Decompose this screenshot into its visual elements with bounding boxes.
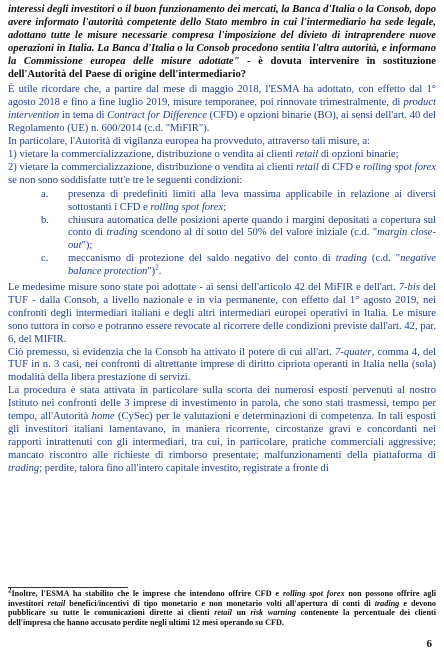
text-run: e devono pubblicare su tutte le comunicazioni dirette ai clienti [8, 598, 437, 618]
text-run: scendono al di sotto del 50% del valore iniziale (c.d. " [137, 227, 378, 239]
text-run-italic: product intervention [8, 97, 436, 122]
text-run-italic: home [91, 411, 115, 423]
text-run-italic: 7-bis [398, 282, 420, 294]
text-run-italic: rolling spot forex [363, 161, 436, 173]
text-run: di opzioni binarie; [318, 148, 399, 160]
paragraph-in-particular: In particolare, l'Autorità di vigilanza europea ha provveduto, attraverso tali misure, a: [8, 136, 370, 148]
quote-tail: - è dovuta intervenire in sostituzione dell'Autorità del Paese di origine dell'intermediario? [8, 55, 436, 80]
footnote-divider [8, 587, 128, 588]
list-item-binary-options [8, 149, 436, 162]
text-run: contenente la percentuale dei clienti dell'impresa che hanno accusato perdite negli ultimi 12 mesi operando su CFD. [8, 608, 436, 627]
text-run-italic: rolling spot forex [282, 589, 345, 598]
text-run: benefici/incentivi di tipo monetario e non monetario volti all'apertura di conti di [65, 598, 375, 608]
footnote-reference[interactable]: 2 [155, 263, 159, 272]
question-quote [8, 4, 436, 81]
text-run: 1) vietare la commercializzazione, distribuzione o vendita ai clienti [8, 148, 296, 160]
text-run: ; [223, 201, 227, 213]
text-run: Inoltre, l'ESMA ha stabilito che le imprese che intendono offrire CFD e [11, 589, 283, 598]
text-run: , comma 4, del TUF in n. 3 casi, nei confronti di altrettante imprese di diritto cipriota operanti in Italia nella (sola) modalità della libera prestazione di servizi. [8, 346, 437, 384]
text-run-italic: retail [214, 608, 232, 618]
text-run: chiusura automatica delle posizioni aperte quando i margini depositati a copertura sul conto di [68, 214, 436, 239]
text-run: (c.d. " [366, 253, 401, 265]
text-run-italic: trading [335, 253, 367, 265]
page-number: 6 [426, 638, 432, 650]
footnote-number: 2 [8, 586, 12, 595]
footnote [8, 586, 437, 627]
text-run-italic: trading [374, 598, 400, 608]
text-run-italic: rolling spot forex [150, 201, 224, 213]
text-run: La procedura è stata attivata in particolare sulla scorta dei numerosi esposti pervenuti al nostro Istituto nei confronti delle 3 imprese di investimento in parola, che sono stati trasmessi, tempo per tempo, all'Autorità [8, 385, 436, 423]
text-run: del TUF - dalla Consob, a livello nazionale e in via permanente, con effetto dal 1° agosto 2019, nei confronti degli intermediari italiani e degli altri intermediari europei operativi in Italia. Le misure sono tuttora in corso e potranno essere revocate al ricorrere delle condizioni previste dall'art. 42, par. 6, del MIFIR. [8, 282, 436, 345]
text-run: in tema di [59, 110, 108, 122]
answer-block [8, 84, 436, 475]
paragraph-esma-measures [8, 84, 436, 136]
text-run: ; perdite, talora fino all'intero capitale investito, registrate a fronte di [39, 462, 329, 474]
conditions-list [8, 189, 436, 279]
text-run: Ciò premesso, si evidenzia che la Consob ha attivato il potere di cui all'art. [8, 346, 336, 358]
text-run-italic: retail [47, 598, 66, 608]
text-run-italic: risk warning [250, 608, 296, 618]
text-run-italic: margin close-out [68, 227, 436, 252]
paragraph-consob-power [8, 347, 436, 386]
text-run: se non sono soddisfatte tutt'e tre le seguenti condizioni: [8, 174, 243, 186]
text-run: ") [147, 266, 156, 278]
text-run: presenza di predefiniti limiti alla leva massima applicabile in relazione ai diversi sottostanti i CFD e [68, 188, 436, 213]
text-run: . [158, 266, 162, 278]
text-run: meccanismo di protezione del saldo negativo del conto di [68, 253, 336, 265]
text-run: (CFD) e opzioni binarie (BO), ai sensi dell'art. 40 del Regolamento (UE) n. 600/2014 (c.d. "MiFIR"). [8, 110, 436, 135]
list-marker: b. [41, 214, 49, 226]
text-run: non possono offrire agli investitori [8, 589, 436, 608]
text-run-italic: retail [296, 161, 319, 173]
list-marker: c. [41, 253, 49, 265]
document-body [8, 4, 436, 476]
paragraph-consob-measures [8, 282, 436, 347]
list-marker: a. [41, 188, 49, 200]
text-run: "); [81, 240, 93, 252]
text-run-italic: trading [8, 462, 40, 474]
condition-item-a [41, 188, 436, 215]
list-item-cfd [8, 162, 436, 188]
text-run-italic: negative balance protection [68, 253, 436, 278]
text-run: 2) vietare la commercializzazione, distribuzione o vendita ai clienti [8, 161, 297, 173]
text-run: di CFD e [318, 161, 364, 173]
quote-text: interessi degli investitori o il buon funzionamento dei mercati, la Banca d'Italia o la Consob, dopo avere informato l'autorità competente dello Stato membro in cui l'intermediario ha sede legale, adottano tutte le misure necessarie compresa l'imposizione del divieto di intraprendere nuove operazioni in Italia. La Banca d'Italia o la Consob procedono sentita l'altra autorità, e informano la Commissione europea delle misure adottate" [8, 4, 436, 67]
text-run-italic: retail [295, 148, 319, 160]
text-run: È utile ricordare che, a partire dal mese di maggio 2018, l'ESMA ha adottato, con effetto dal 1° agosto 2018 e fino a fine luglio 2019, misure temporanee, poi rinnovate trimestralmente, di [8, 84, 436, 109]
text-run: Le medesime misure sono state poi adottate - ai sensi dell'articolo 42 del MiFIR e dell'art. [8, 282, 399, 294]
text-run-italic: Contract for Difference [107, 110, 207, 122]
condition-item-c [41, 253, 436, 279]
paragraph-procedure [8, 385, 436, 475]
text-run-italic: 7-quater [335, 346, 372, 358]
condition-item-b [41, 214, 436, 254]
text-run: (CySec) per le valutazioni e determinazioni di competenza. In tali esposti gli investitori italiani lamentavano, in maniera ricorrente, circostanze gravi e concordanti nei rapporti intrattenuti con gli intermediari, tra cui, in particolare, pratiche commerciali aggressive; mancato riscontro alle richieste di rimborso presentate; malfunzionamenti della piattaforma di [8, 411, 436, 461]
text-run-italic: trading [106, 227, 138, 239]
text-run: un [231, 608, 251, 618]
